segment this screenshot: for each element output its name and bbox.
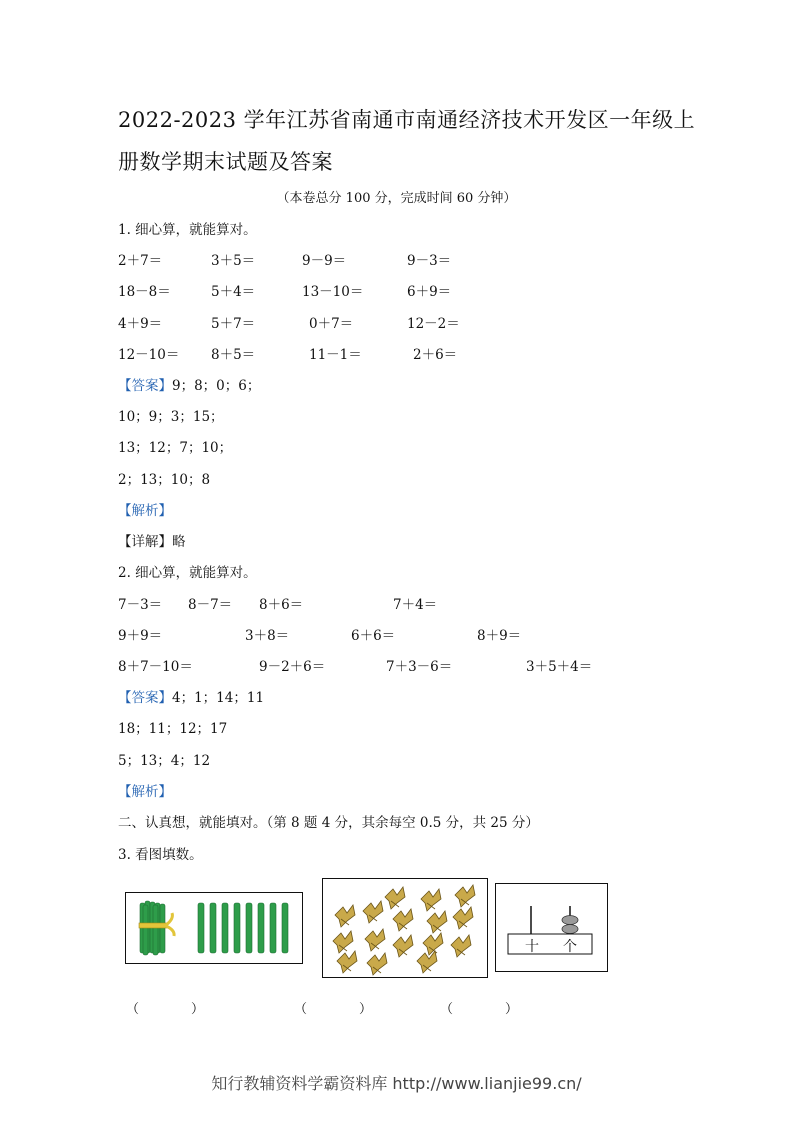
q1-answer-line: 10；9；3；15； (118, 409, 224, 425)
abacus-ones-label: 个 (563, 939, 577, 955)
q2-problem: 7＋3－6＝ (386, 659, 453, 675)
q1-problem: 6＋9＝ (407, 284, 452, 300)
detail-text: 略 (172, 534, 186, 550)
q2-problem: 6＋6＝ (351, 628, 396, 644)
q1-problem: 11－1＝ (309, 347, 362, 363)
answer-blank[interactable]: （ ） (294, 1002, 373, 1017)
q1-answer-line: 13；12；7；10； (118, 440, 233, 456)
q1-answer-line (118, 374, 260, 394)
detail-label: 【详解】 (118, 534, 172, 550)
q2-heading: 2. 细心算，就能算对。 (118, 565, 257, 581)
page-title-line-1: 2022-2023 学年江苏省南通市南通经济技术开发区一年级上 (118, 108, 696, 132)
q2-analysis-label: 【解析】 (118, 784, 172, 800)
q1-problem: 13－10＝ (302, 284, 364, 300)
q1-analysis-label: 【解析】 (118, 503, 172, 519)
counting-sticks-icon (126, 893, 302, 963)
q2-problem: 8＋9＝ (477, 628, 522, 644)
q3-heading: 3. 看图填数。 (118, 847, 203, 863)
answer-label: 【答案】 (118, 690, 172, 706)
q2-problem: 7＋4＝ (393, 597, 438, 613)
q1-problem: 12－10＝ (118, 347, 180, 363)
q1-problem: 18－8＝ (118, 284, 171, 300)
abacus-tens-label: 十 (525, 939, 539, 955)
q1-answer-line: 2；13；10；8 (118, 472, 211, 488)
q1-detail-line (118, 530, 186, 550)
q1-problem: 5＋4＝ (211, 284, 256, 300)
exam-subtitle: （本卷总分 100 分，完成时间 60 分钟） (276, 191, 517, 206)
q1-problem: 3＋5＝ (211, 253, 256, 269)
answer-label: 【答案】 (118, 378, 172, 394)
q2-problem: 9－2＋6＝ (259, 659, 326, 675)
section-two-heading: 二、认真想，就能填对。（第 8 题 4 分，其余每空 0.5 分，共 25 分） (118, 815, 539, 831)
q1-problem: 8＋5＝ (211, 347, 256, 363)
q2-answer-line: 5；13；4；12 (118, 753, 211, 769)
answer-blank[interactable]: （ ） (440, 1002, 519, 1017)
q1-answer-text: 9；8；0；6； (172, 378, 261, 394)
birds-icon (323, 879, 487, 977)
q2-problem: 8＋7－10＝ (118, 659, 193, 675)
q1-problem: 12－2＝ (407, 316, 460, 332)
q1-problem: 9－9＝ (302, 253, 347, 269)
q2-problem: 8－7＝ (188, 597, 233, 613)
abacus-icon (496, 884, 607, 971)
q2-problem: 9＋9＝ (118, 628, 163, 644)
q2-problem: 8＋6＝ (259, 597, 304, 613)
answer-blank[interactable]: （ ） (126, 1002, 205, 1017)
q2-answer-text: 4；1；14；11 (172, 690, 265, 706)
page-title-line-2: 册数学期末试题及答案 (118, 150, 333, 174)
q1-problem: 2＋6＝ (413, 347, 458, 363)
q1-problem: 0＋7＝ (309, 316, 354, 332)
q1-problem: 4＋9＝ (118, 316, 163, 332)
footer-watermark: 知行教辅资料学霸资料库 http://www.lianjie99.cn/ (211, 1074, 582, 1093)
q2-answer-line: 18；11；12；17 (118, 721, 228, 737)
q2-problem: 3＋5＋4＝ (526, 659, 593, 675)
q1-problem: 2＋7＝ (118, 253, 163, 269)
abacus-figure (495, 883, 608, 972)
sticks-figure (125, 892, 303, 964)
q2-problem: 3＋8＝ (245, 628, 290, 644)
q1-problem: 5＋7＝ (211, 316, 256, 332)
birds-figure (322, 878, 488, 978)
q1-problem: 9－3＝ (407, 253, 452, 269)
q1-heading: 1. 细心算，就能算对。 (118, 222, 257, 238)
q2-answer-line (118, 686, 264, 706)
q2-problem: 7－3＝ (118, 597, 163, 613)
